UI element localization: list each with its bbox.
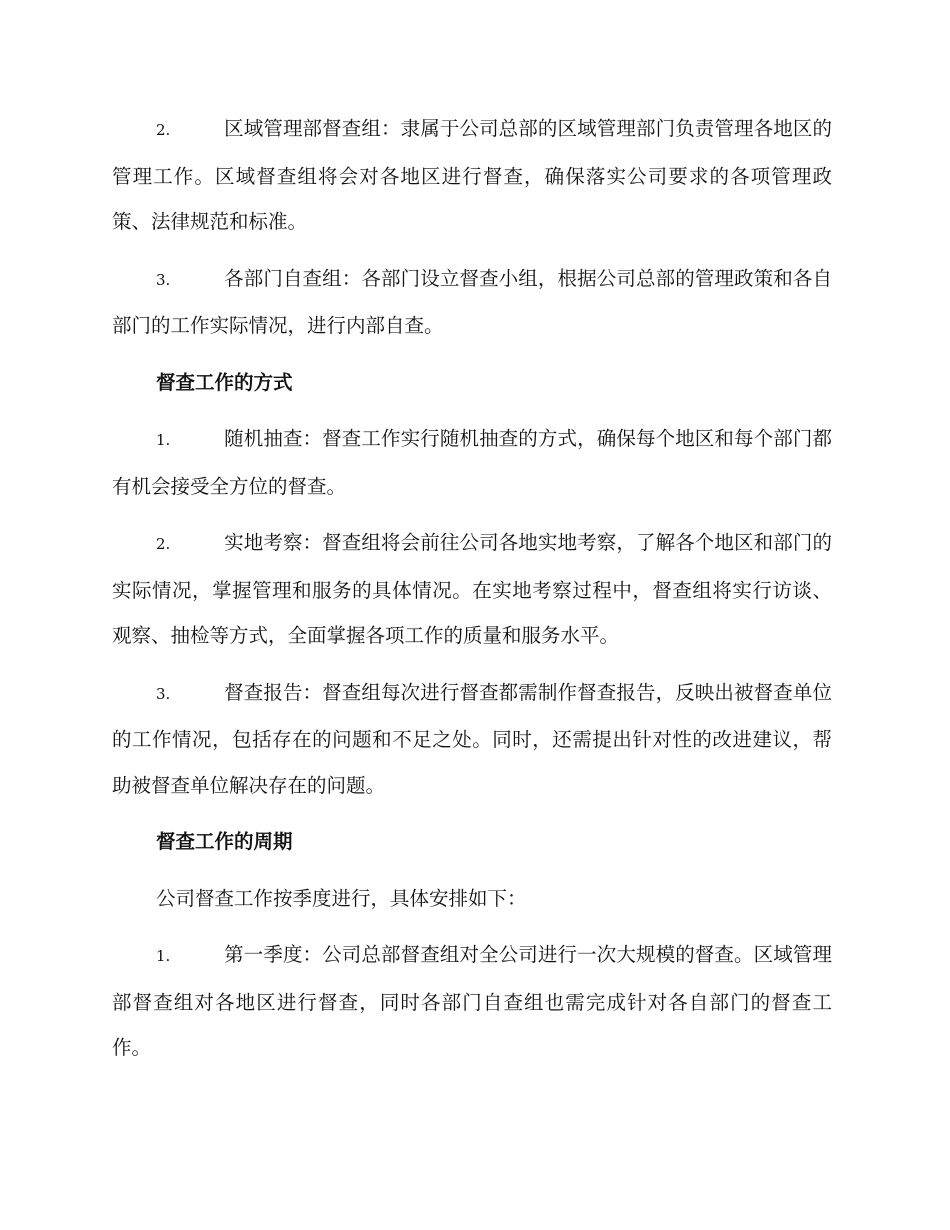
list-item-first-quarter [112, 932, 832, 1071]
list-item-regional-inspection [112, 106, 832, 245]
list-number: 1. [156, 947, 171, 965]
list-item-text: 实地考察：督查组将会前往公司各地实地考察，了解各个地区和部门的实际情况，掌握管理和服务的具体情况。在实地考察过程中，督查组将实行访谈、观察、抽检等方式，全面掌握各项工作的质量和服务水平。 [112, 531, 832, 647]
list-number: 3. [156, 270, 171, 289]
body-paragraph: 公司督查工作按季度进行，具体安排如下： [156, 886, 527, 910]
list-item-department-self-check [112, 256, 832, 349]
list-number: 3. [156, 684, 171, 703]
list-item-field-inspection [112, 520, 832, 659]
document-body [112, 106, 832, 1082]
list-item-text: 督查报告：督查组每次进行督查都需制作督查报告，反映出被督查单位的工作情况，包括存在的问题和不足之处。同时，还需提出针对性的改进建议，帮助被督查单位解决存在的问题。 [112, 680, 832, 797]
list-item-text: 第一季度：公司总部督查组对全公司进行一次大规模的督查。区域管理部督查组对各地区进行督查，同时各部门自查组也需完成针对各自部门的督查工作。 [112, 943, 832, 1059]
list-item-text: 随机抽查：督查工作实行随机抽查的方式，确保每个地区和每个部门都有机会接受全方位的督查。 [112, 427, 832, 498]
list-item-text: 各部门自查组：各部门设立督查小组，根据公司总部的管理政策和各自部门的工作实际情况，进行内部自查。 [112, 266, 832, 337]
list-item-random-check [112, 416, 832, 509]
list-number: 2. [156, 121, 171, 139]
list-number: 1. [156, 431, 171, 449]
section-heading-methods: 督查工作的方式 [156, 370, 293, 394]
list-item-inspection-report [112, 670, 832, 809]
section-heading-cycle: 督查工作的周期 [156, 830, 293, 853]
list-item-text: 区域管理部督查组：隶属于公司总部的区域管理部门负责管理各地区的管理工作。区域督查组将会对各地区进行督查，确保落实公司要求的各项管理政策、法律规范和标准。 [112, 117, 832, 233]
list-number: 2. [156, 535, 171, 553]
